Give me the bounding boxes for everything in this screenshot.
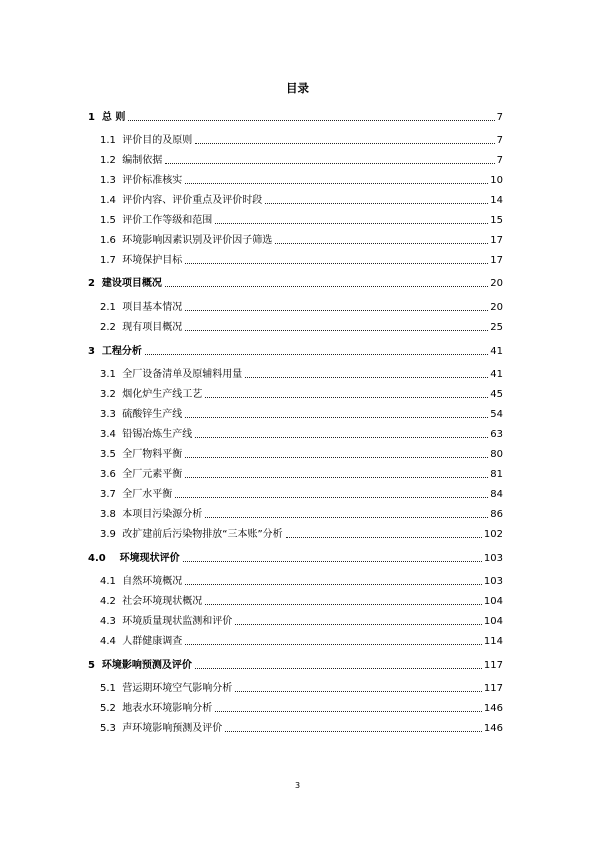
toc-entry-number: 1.2 [100,155,123,166]
toc-entry-number: 5 [88,660,102,671]
toc-entry-number: 4.2 [100,596,123,607]
toc-entry-number: 1.7 [100,255,123,266]
dot-leader [185,182,488,184]
toc-entry[interactable] [88,505,503,521]
toc-entry-label: 评价工作等级和范围 [122,215,213,226]
toc-entry-page: 41 [490,369,503,380]
dot-leader [286,536,482,538]
toc-entry[interactable] [88,425,503,441]
toc-entry-label: 烟化炉生产线工艺 [122,389,203,400]
toc-entry-label: 全厂设备清单及原辅料用量 [122,369,243,380]
toc-entry-label: 声环境影响预测及评价 [122,723,223,734]
toc-entry-label: 建设项目概况 [101,278,162,289]
toc-entry-label: 评价内容、评价重点及评价时段 [122,195,263,206]
toc-entry-number: 4.3 [100,616,123,627]
toc-entry[interactable] [88,699,503,715]
toc-entry-label: 自然环境概况 [122,576,183,587]
toc-entry-page: 15 [490,215,503,226]
toc-entry-page: 114 [483,636,503,647]
toc-entry-label: 评价标准核实 [122,175,183,186]
dot-leader [195,142,494,144]
toc-entry-label: 营运期环境空气影响分析 [122,683,233,694]
toc-entry[interactable] [88,365,503,381]
dot-leader [275,242,488,244]
toc-entry-number: 1.1 [100,135,123,146]
dot-leader [205,516,488,518]
dot-leader [185,262,488,264]
toc-entry-page: 7 [496,155,503,166]
toc-entry[interactable] [88,656,503,672]
toc-entry-page: 14 [490,195,503,206]
toc-entry-label: 评价目的及原则 [122,135,193,146]
toc-entry-label: 工程分析 [101,346,142,357]
toc-entry-page: 17 [490,255,503,266]
dot-leader [185,583,482,585]
toc-entry[interactable] [88,592,503,608]
toc-entry-label: 环境质量现状监测和评价 [122,616,233,627]
dot-leader [165,285,488,287]
toc-entry-number: 1.5 [100,215,123,226]
toc-entry-label: 全厂物料平衡 [122,449,183,460]
toc-entry-page: 102 [483,529,503,540]
toc-entry-label: 全厂元素平衡 [122,469,183,480]
dot-leader [175,496,488,498]
toc-entry[interactable] [88,211,503,227]
toc-entry-page: 117 [483,660,503,671]
toc-entry-number: 4.1 [100,576,123,587]
dot-leader [185,643,482,645]
dot-leader [183,560,482,562]
toc-entry-number: 1 [88,112,102,123]
dot-leader [245,376,488,378]
dot-leader [225,730,482,732]
toc-entry-number: 2.2 [100,322,123,333]
toc-entry[interactable] [88,612,503,628]
toc-entry-page: 45 [490,389,503,400]
toc-entry[interactable] [88,465,503,481]
toc-entry-number: 4.4 [100,636,123,647]
toc-entry-page: 7 [496,112,503,123]
toc-entry-number: 3.2 [100,389,123,400]
toc-entry-label: 硫酸锌生产线 [122,409,183,420]
toc-entry-label: 总 则 [101,112,126,123]
toc-entry[interactable] [88,445,503,461]
dot-leader [235,623,482,625]
toc-entry[interactable] [88,572,503,588]
toc-entry-label: 改扩建前后污染物排放“三本账”分析 [122,529,283,540]
toc-entry-label: 编制依据 [122,155,163,166]
toc-entry-number: 4.0 [88,553,120,564]
toc-entry-number: 5.2 [100,703,123,714]
toc-entry[interactable] [88,151,503,167]
toc-entry[interactable] [88,251,503,267]
toc-entry-number: 2 [88,278,102,289]
toc-entry-page: 20 [490,302,503,313]
toc-entry[interactable] [88,274,503,290]
dot-leader [195,667,482,669]
toc-entry-page: 103 [483,553,503,564]
toc-entry-label: 环境现状评价 [119,553,180,564]
toc-entry-page: 20 [490,278,503,289]
toc-entry-number: 3.9 [100,529,123,540]
dot-leader [205,603,482,605]
dot-leader [145,353,488,355]
toc-entry-page: 63 [490,429,503,440]
toc-entry-page: 146 [483,703,503,714]
toc-entry[interactable] [88,405,503,421]
toc-entry-page: 86 [490,509,503,520]
toc-entry-number: 1.6 [100,235,123,246]
dot-leader [185,476,488,478]
toc-entry-label: 环境影响预测及评价 [101,660,192,671]
toc-entry-page: 10 [490,175,503,186]
toc-entry[interactable] [88,342,503,358]
toc-entry[interactable] [88,131,503,147]
toc-entry-label: 本项目污染源分析 [122,509,203,520]
dot-leader [128,119,494,121]
toc-entry-page: 25 [490,322,503,333]
toc-entry-number: 2.1 [100,302,123,313]
toc-entry-number: 5.1 [100,683,123,694]
toc-entry-number: 1.3 [100,175,123,186]
toc-entry-number: 3.6 [100,469,123,480]
toc-entry[interactable] [88,191,503,207]
toc-entry-number: 3.8 [100,509,123,520]
toc-title: 目录 [286,81,309,95]
dot-leader [185,329,488,331]
toc-entry-number: 3.7 [100,489,123,500]
toc-entry-page: 17 [490,235,503,246]
toc-entry-label: 全厂水平衡 [122,489,173,500]
toc-entry-label: 环境影响因素识别及评价因子筛选 [122,235,273,246]
toc-entry[interactable] [88,679,503,695]
dot-leader [195,436,488,438]
toc-entry-page: 54 [490,409,503,420]
toc-entry-page: 80 [490,449,503,460]
toc-entry-page: 146 [483,723,503,734]
toc-entry[interactable] [88,318,503,334]
toc-entry-number: 1.4 [100,195,123,206]
toc-entry-number: 3.1 [100,369,123,380]
toc-entry[interactable] [88,525,503,541]
dot-leader [235,690,482,692]
toc-entry-label: 项目基本情况 [122,302,183,313]
toc-entry-number: 3.4 [100,429,123,440]
toc-entry-label: 环境保护目标 [122,255,183,266]
toc-entry[interactable] [88,632,503,648]
toc-entry-page: 104 [483,596,503,607]
dot-leader [265,202,488,204]
dot-leader [165,162,494,164]
dot-leader [215,710,482,712]
dot-leader [205,396,488,398]
toc-entry-page: 81 [490,469,503,480]
toc-entry-number: 3.3 [100,409,123,420]
toc-entry[interactable] [88,231,503,247]
toc-entry-label: 铅锡冶炼生产线 [122,429,193,440]
toc-entry-label: 地表水环境影响分析 [122,703,213,714]
toc-entry-label: 人群健康调查 [122,636,183,647]
dot-leader [185,309,488,311]
toc-entry[interactable] [88,485,503,501]
toc-entry-page: 103 [483,576,503,587]
toc-entry-label: 社会环境现状概况 [122,596,203,607]
toc-entry[interactable] [88,298,503,314]
dot-leader [185,456,488,458]
dot-leader [185,416,488,418]
toc-entry-page: 7 [496,135,503,146]
toc-entry-page: 117 [483,683,503,694]
toc-entry[interactable] [88,549,503,565]
toc-entry[interactable] [88,385,503,401]
dot-leader [215,222,488,224]
toc-entry-number: 5.3 [100,723,123,734]
toc-entry-number: 3.5 [100,449,123,460]
toc-entry-page: 41 [490,346,503,357]
page-number: 3 [294,781,301,790]
toc-entry-label: 现有项目概况 [122,322,183,333]
toc-entry[interactable] [88,719,503,735]
toc-entry[interactable] [88,108,503,124]
toc-entry-number: 3 [88,346,102,357]
toc-entry[interactable] [88,171,503,187]
toc-entry-page: 84 [490,489,503,500]
toc-entry-page: 104 [483,616,503,627]
